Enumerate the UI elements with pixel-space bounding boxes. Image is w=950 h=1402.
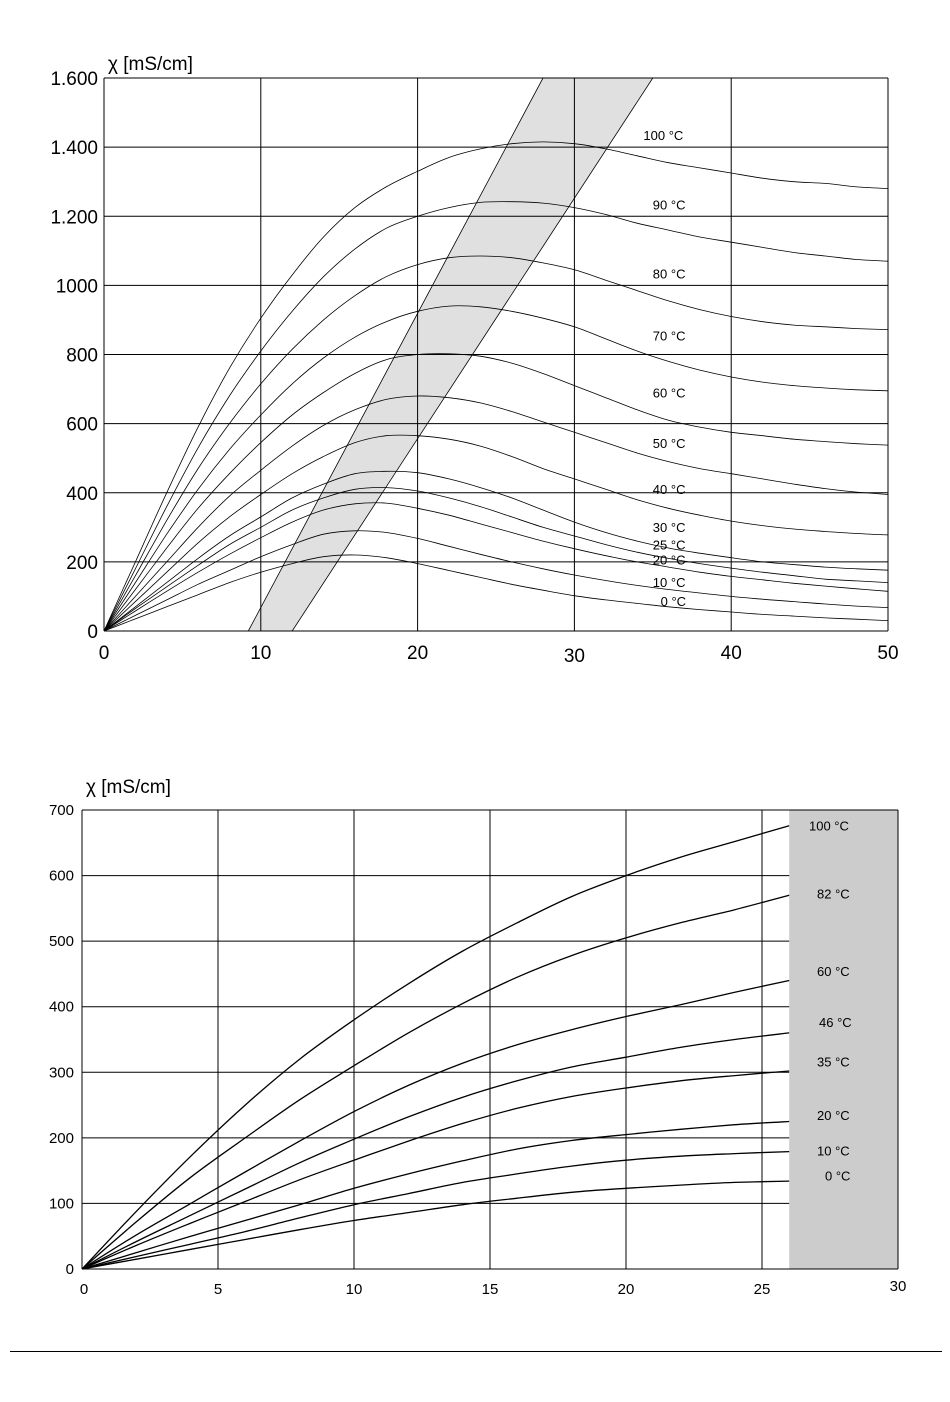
x-tick-label: 30 — [889, 1278, 907, 1295]
y-tick-label: 400 — [66, 483, 98, 505]
y-tick-label: 1.600 — [50, 69, 98, 90]
x-tick-labels — [80, 1278, 907, 1298]
curve-label: 70 °C — [652, 328, 686, 344]
y-tick-label: 200 — [48, 1129, 74, 1147]
y-tick-label: 500 — [48, 933, 74, 951]
curve-label: 80 °C — [652, 266, 686, 282]
shaded-band — [789, 810, 898, 1269]
curve-label: 20 °C — [652, 552, 686, 568]
x-tick-label: 20 — [617, 1281, 635, 1298]
grid — [82, 810, 898, 1269]
x-tick-label: 0 — [98, 643, 110, 664]
x-tick-label: 25 — [753, 1281, 771, 1298]
y-tick-label: 1000 — [55, 276, 98, 298]
series-line — [82, 1033, 789, 1269]
x-tick-label: 0 — [79, 1281, 89, 1298]
curve-label: 35 °C — [817, 1054, 850, 1070]
curve-label: 30 °C — [652, 519, 686, 535]
curves — [82, 826, 789, 1269]
curve-label: 60 °C — [817, 963, 850, 979]
y-axis-label: χ [mS/cm] — [108, 54, 193, 75]
y-tick-label: 1.400 — [50, 138, 98, 160]
x-tick-label: 10 — [345, 1281, 363, 1298]
y-tick-label: 300 — [48, 1064, 74, 1082]
x-tick-label: 15 — [481, 1281, 499, 1298]
curve-label: 60 °C — [652, 385, 686, 401]
y-tick-label: 200 — [66, 552, 98, 574]
y-tick-label: 700 — [48, 802, 74, 819]
curve-label: 82 °C — [817, 886, 850, 902]
curve-label: 0 °C — [825, 1168, 851, 1184]
y-tick-label: 1.200 — [50, 207, 98, 229]
curve-label: 100 °C — [643, 128, 684, 144]
band-rect — [789, 810, 898, 1269]
y-tick-label: 400 — [48, 998, 74, 1016]
series-line — [82, 1181, 789, 1269]
x-tick-label: 30 — [563, 646, 585, 667]
y-tick-labels — [49, 802, 74, 1278]
y-tick-label: 600 — [66, 414, 98, 436]
y-tick-label: 0 — [87, 622, 98, 643]
series-line — [82, 1152, 789, 1269]
x-tick-label: 5 — [213, 1281, 223, 1298]
curve-label: 20 °C — [817, 1108, 850, 1124]
x-tick-label: 20 — [407, 643, 429, 664]
y-tick-label: 100 — [48, 1195, 74, 1213]
curve-label: 46 °C — [819, 1015, 852, 1031]
x-tick-label: 50 — [877, 643, 899, 664]
curve-label: 25 °C — [652, 537, 686, 553]
footer-rule — [10, 1351, 942, 1352]
y-tick-label: 0 — [65, 1261, 74, 1278]
curve-label: 10 °C — [817, 1143, 850, 1159]
x-tick-label: 40 — [720, 643, 742, 664]
series-line — [82, 1071, 789, 1269]
x-tick-label: 10 — [250, 643, 272, 664]
y-tick-label: 600 — [48, 867, 74, 885]
series-line — [82, 981, 789, 1270]
curve-label: 0 °C — [660, 594, 687, 610]
series-line — [82, 895, 789, 1269]
curve-label: 90 °C — [652, 197, 686, 213]
curve-label: 50 °C — [652, 435, 686, 451]
curve-label: 10 °C — [652, 575, 686, 591]
y-tick-label: 800 — [66, 345, 98, 367]
y-axis-label: χ [mS/cm] — [86, 777, 171, 798]
series-line — [82, 1122, 789, 1270]
curve-label: 40 °C — [652, 481, 686, 497]
curve-label: 100 °C — [809, 818, 849, 834]
